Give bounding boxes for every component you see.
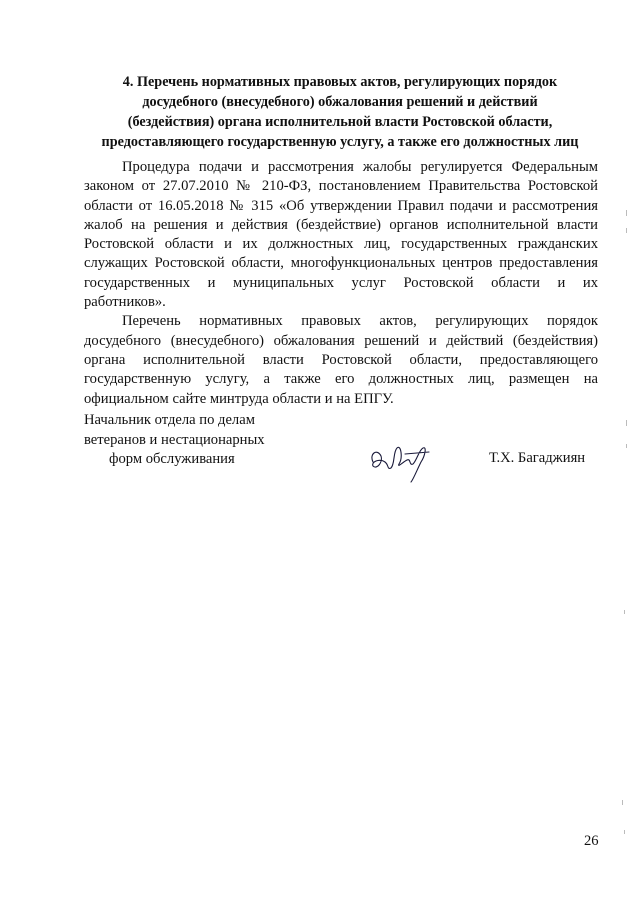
handwritten-signature [367,440,437,484]
text-line: Процедура подачи и рассмотрения жалобы регулируется Федеральным [122,159,598,175]
text-line: законом от 27.07.2010 № 210-ФЗ, постановлением Правительства Ростовской [84,178,598,195]
text-line: Перечень нормативных правовых актов, регулирующих порядок [122,313,598,330]
heading-line: предоставляющего государственную услугу, а также его должностных лиц [101,134,579,150]
text-line: работников». [84,294,166,311]
text-line: официальном сайте минтруда области и на ЕПГУ. [84,390,394,407]
scan-edge-mark [624,610,625,614]
heading-line: (бездействия) органа исполнительной власти Ростовской области, [127,114,553,130]
scan-edge-mark [624,830,625,834]
text-line: государственных и муниципальных услуг Ростовской области и их [84,274,598,291]
page-number: 26 [584,833,599,849]
signer-name: Т.Х. Багаджиян [489,450,586,466]
section-heading [82,72,598,152]
paragraph-complaint-procedure [84,158,598,312]
heading-line: 4. Перечень нормативных правовых актов, регулирующих порядок [122,74,558,90]
scan-edge-mark [626,444,627,448]
text-line: государственную услугу, а также его должностных лиц, размещен на [84,371,598,388]
position-line: Начальник отдела по делам [84,412,255,428]
position-line: форм обслуживания [109,451,235,467]
scan-edge-mark [622,800,623,805]
scan-edge-mark [626,210,627,216]
text-line: области от 16.05.2018 № 315 «Об утверждении Правил подачи и рассмотрения [84,197,598,214]
signatory-position [84,411,265,470]
scan-edge-mark [626,228,627,233]
body-text [84,158,598,409]
paragraph-acts-list [84,312,598,408]
text-line: досудебного (внесудебного) обжалования решений и действий (бездействия) [84,332,598,349]
text-line: Ростовской области и их должностных лиц, государственных гражданских [84,236,598,253]
text-line: органа исполнительной власти Ростовской области, предоставляющего [84,351,598,368]
text-line: жалоб на решения и действия (бездействие) органов исполнительной власти [84,216,598,233]
scan-edge-mark [626,420,627,426]
position-line: ветеранов и нестационарных [84,431,265,448]
heading-line: досудебного (внесудебного) обжалования решений и действий [142,94,538,110]
text-line: служащих Ростовской области, многофункциональных центров предоставления [84,255,598,272]
